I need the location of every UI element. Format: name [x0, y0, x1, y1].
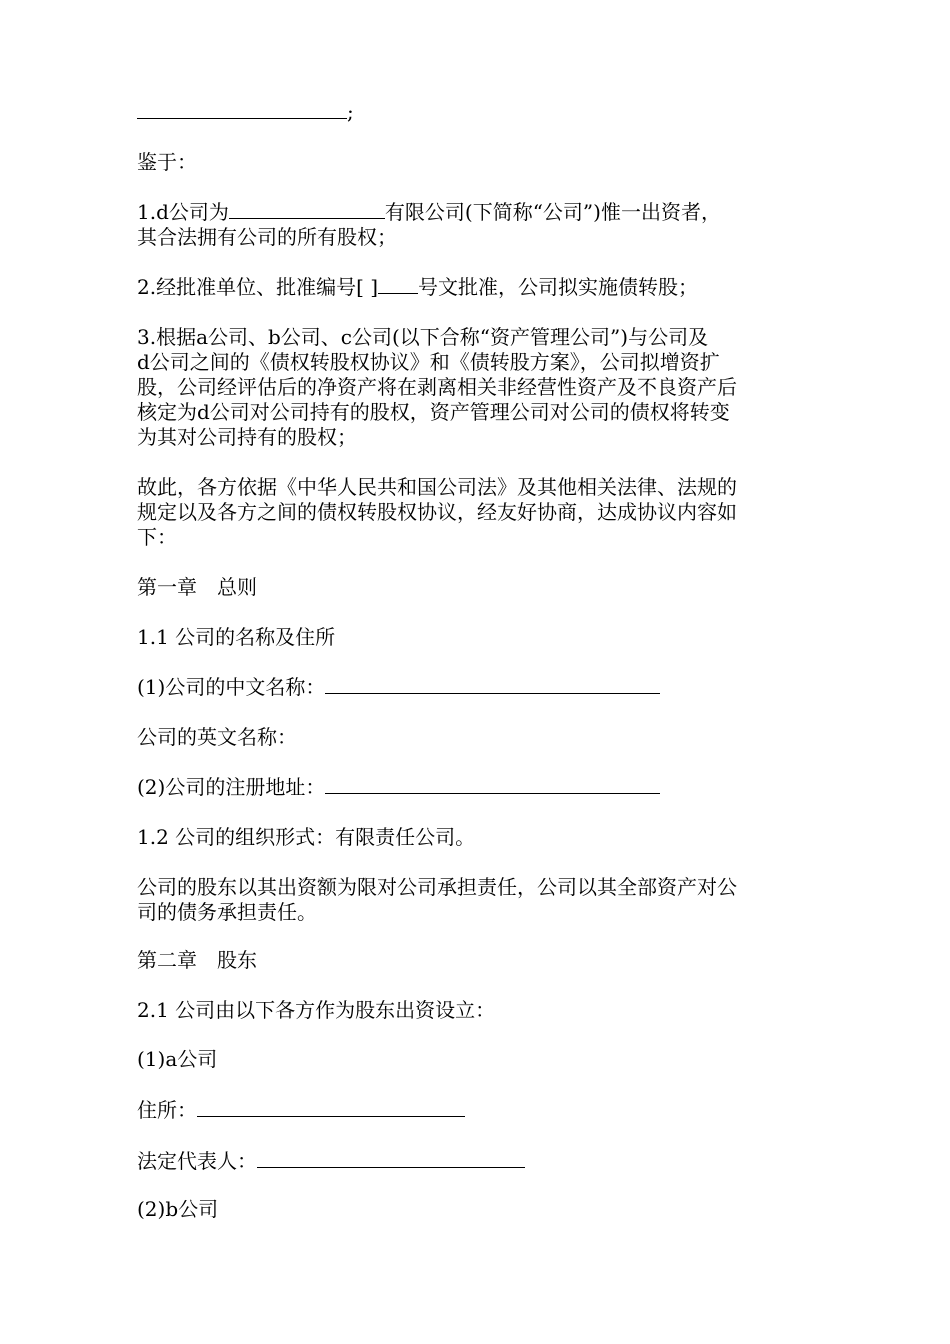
therefore-paragraph: 故此，各方依据《中华人民共和国公司法》及其他相关法律、法规的 规定以及各方之间的债权转股权协议，经友好协商，达成协议内容如 下：: [137, 475, 737, 549]
blank-line-top: ;: [137, 100, 817, 125]
fill-blank: [229, 200, 385, 219]
fill-blank: [325, 775, 660, 794]
party-a-legal-rep-line: 法定代表人：: [137, 1149, 817, 1174]
fill-blank: [378, 275, 418, 294]
liability-paragraph: 公司的股东以其出资额为限对公司承担责任，公司以其全部资产对公 司的债务承担责任。: [137, 875, 737, 924]
party-b-heading: (2)b公司: [137, 1197, 219, 1221]
section-1-1: 1.1 公司的名称及住所: [137, 625, 336, 649]
chinese-name-line: (1)公司的中文名称：: [137, 675, 817, 700]
party-a-address-line: 住所：: [137, 1098, 817, 1123]
fill-blank: [197, 1098, 465, 1117]
whereas-item-1: 1.d公司为 有限公司(下简称“公司”)惟一出资者， 其合法拥有公司的所有股权；: [137, 200, 721, 249]
whereas-item-2: 2.经批准单位、批准编号[ ] 号文批准，公司拟实施债转股；: [137, 275, 699, 299]
chapter-1-heading: 第一章 总则: [137, 575, 257, 599]
whereas-heading: 鉴于：: [137, 150, 197, 174]
whereas-item-3: 3.根据a公司、b公司、c公司(以下合称“资产管理公司”)与公司及 d公司之间的《债权转股权协议》和《债转股方案》，公司拟增资扩 股，公司经评估后的净资产将在剥离相关非经营性资产及不良资产后 核定为d公司对公司持有的股权，资产管理公司对公司的债权将转变 为其对公司持有的股权；: [137, 325, 737, 449]
section-1-2: 1.2 公司的组织形式：有限责任公司。: [137, 825, 476, 849]
section-2-1: 2.1 公司由以下各方作为股东出资设立：: [137, 998, 496, 1022]
fill-blank: [137, 100, 347, 119]
english-name-line: 公司的英文名称：: [137, 725, 297, 749]
fill-blank: [257, 1149, 525, 1168]
fill-blank: [325, 675, 660, 694]
chapter-2-heading: 第二章 股东: [137, 948, 257, 972]
party-a-heading: (1)a公司: [137, 1047, 218, 1071]
registered-address-line: (2)公司的注册地址：: [137, 775, 817, 800]
